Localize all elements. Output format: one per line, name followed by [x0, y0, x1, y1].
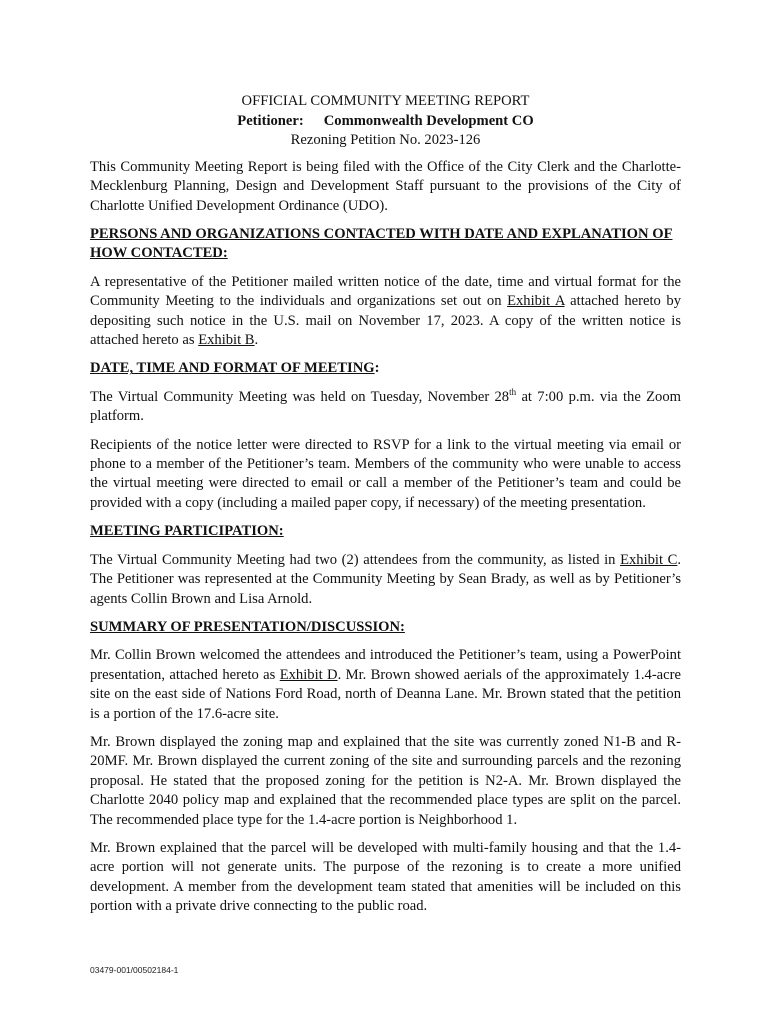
petitioner-label: Petitioner: — [237, 112, 304, 129]
date-time-heading: DATE, TIME AND FORMAT OF MEETING: — [90, 360, 380, 377]
participation-heading: MEETING PARTICIPATION: — [90, 523, 284, 540]
persons-heading: PERSONS AND ORGANIZATIONS CONTACTED WITH DATE AND EXPLANATION OF HOW CONTACTED: — [90, 226, 673, 262]
exhibit-b-link: Exhibit B — [198, 332, 255, 349]
persons-paragraph: A representative of the Petitioner mailed written notice of the date, time and virtual format for the Community Meeting to the individuals and organizations set out on Exhibit A attached hereto by depositing such notice in the U.S. mail on November 17, 2023. A copy of the written notice is attached hereto as Exhibit B. — [90, 273, 681, 349]
summary-paragraph-1: Mr. Collin Brown welcomed the attendees and introduced the Petitioner’s team, using a PowerPoint presentation, attached hereto as Exhibit D. Mr. Brown showed aerials of the approximately 1.4-acre site on the east side of Nations Ford Road, north of Deanna Lane. Mr. Brown stated that the petition is a portion of the 17.6-acre site. — [90, 647, 681, 722]
exhibit-d-link: Exhibit D — [279, 666, 338, 683]
exhibit-a-link: Exhibit A — [507, 293, 565, 310]
report-header — [90, 92, 681, 151]
petitioner-name: Commonwealth Development CO — [323, 112, 534, 129]
footer-doc-id: 03479-001/00502184-1 — [90, 965, 179, 975]
petition-number: Rezoning Petition No. 2023-126 — [290, 132, 481, 149]
rsvp-paragraph: Recipients of the notice letter were directed to RSVP for a link to the virtual meeting via email or phone to a member of the Petitioner’s team. Members of the community who were unable to access the virtual meeting were directed to email or call a member of the Petitioner’s team and could be provided with a copy (including a mailed paper copy, if necessary) of the meeting presentation. — [90, 436, 681, 511]
summary-heading: SUMMARY OF PRESENTATION/DISCUSSION: — [90, 618, 405, 635]
date-time-paragraph: The Virtual Community Meeting was held on Tuesday, November 28th at 7:00 p.m. via the Zoom platform. — [90, 386, 681, 425]
document-page — [90, 92, 681, 926]
intro-paragraph: This Community Meeting Report is being filed with the Office of the City Clerk and the Charlotte-Mecklenburg Planning, Design and Development Staff pursuant to the provisions of the City of Charlotte Unified Development Ordinance (UDO). — [90, 158, 681, 214]
summary-paragraph-2: Mr. Brown displayed the zoning map and explained that the site was currently zoned N1-B and R-20MF. Mr. Brown displayed the current zoning of the site and surrounding parcels and the rezoning proposal. He stated that the proposed zoning for the petition is N2-A. Mr. Brown displayed the Charlotte 2040 policy map and explained that the recommended place types are split on the parcel. The recommended place type for the 1.4-acre portion is Neighborhood 1. — [90, 733, 681, 828]
report-title: OFFICIAL COMMUNITY MEETING REPORT — [241, 93, 530, 109]
participation-paragraph: The Virtual Community Meeting had two (2) attendees from the community, as listed in Exhibit C. The Petitioner was represented at the Community Meeting by Sean Brady, as well as by Petitioner’s agents Collin Brown and Lisa Arnold. — [90, 551, 681, 607]
exhibit-c-link: Exhibit C — [620, 551, 678, 568]
summary-paragraph-3: Mr. Brown explained that the parcel will be developed with multi-family housing and that the 1.4-acre portion will not generate units. The purpose of the rezoning is to create a more unified development. A member from the development team stated that amenities will be included on this portion with a private drive connecting to the public road. — [90, 839, 681, 915]
petitioner-line — [90, 112, 681, 132]
